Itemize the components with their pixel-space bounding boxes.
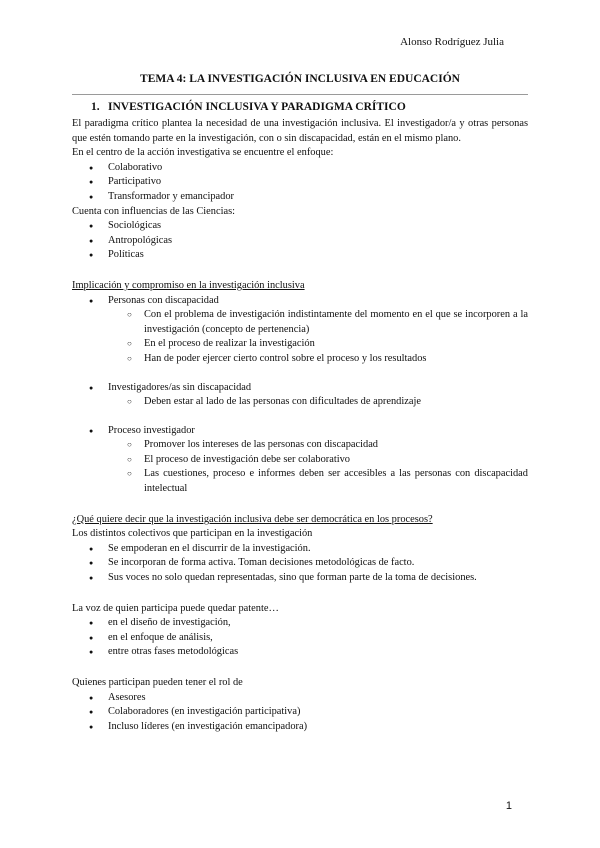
roles-list <box>72 691 528 735</box>
democratic-question: ¿Qué quiere decir que la investigación inclusiva debe ser democrática en los procesos? <box>72 513 433 525</box>
list-item: ● Sociológicas <box>72 219 528 234</box>
list-item: ● Se incorporan de forma activa. Toman decisiones metodológicas de facto. <box>72 556 528 571</box>
influences-list <box>72 219 528 263</box>
list-item: ● Antropológicas <box>72 234 528 249</box>
document-title: TEMA 4: LA INVESTIGACIÓN INCLUSIVA EN EDUCACIÓN <box>140 73 460 85</box>
democratic-lead: Los distintos colectivos que participan en la investigación <box>72 528 313 540</box>
section-heading <box>91 100 528 115</box>
list-item: ● Transformador y emancipador <box>72 190 528 205</box>
implication-sublist <box>72 395 528 410</box>
list-item: ○ El proceso de investigación debe ser colaborativo <box>72 453 528 468</box>
implication-sublist <box>72 308 528 366</box>
list-item: ● Políticas <box>72 248 528 263</box>
implication-group <box>72 424 528 439</box>
list-item: ○ Promover los intereses de las personas con discapacidad <box>72 438 528 453</box>
list-item: ● Se empoderan en el discurrir de la investigación. <box>72 542 528 557</box>
implication-group <box>72 294 528 309</box>
list-item: ○ Las cuestiones, proceso e informes deben ser accesibles a las personas con discapacidad intelectual <box>72 467 528 496</box>
list-item: ● en el enfoque de análisis, <box>72 631 528 646</box>
influences-lead: Cuenta con influencias de las Ciencias: <box>72 205 236 217</box>
implication-list <box>72 381 528 396</box>
list-item: ○ Con el problema de investigación indistintamente del momento en el que se incorporen a la investigación (concepto de pertenencia) <box>72 308 528 337</box>
list-item: ● Sus voces no solo quedan representadas, sino que forman parte de la toma de decisiones. <box>72 571 528 586</box>
list-item: ● Incluso líderes (en investigación emancipadora) <box>72 720 528 735</box>
democratic-list <box>72 542 528 586</box>
group-label: Personas con discapacidad <box>108 294 219 306</box>
roles-lead: Quienes participan pueden tener el rol de <box>72 677 243 688</box>
document-body <box>72 100 528 734</box>
implication-sublist <box>72 438 528 496</box>
implication-group <box>72 381 528 396</box>
implication-list <box>72 294 528 309</box>
list-item: ○ En el proceso de realizar la investigación <box>72 337 528 352</box>
section-title: INVESTIGACIÓN INCLUSIVA Y PARADIGMA CRÍTICO <box>108 101 406 113</box>
list-item: ● Colaboradores (en investigación participativa) <box>72 705 528 720</box>
group-label: Investigadores/as sin discapacidad <box>108 381 252 393</box>
section-number: 1. <box>91 101 100 113</box>
list-item: ● Asesores <box>72 691 528 706</box>
list-item: ● en el diseño de investigación, <box>72 616 528 631</box>
title-divider <box>72 94 528 95</box>
implication-heading: Implicación y compromiso en la investigación inclusiva <box>72 279 305 291</box>
voice-list <box>72 616 528 660</box>
voice-lead: La voz de quien participa puede quedar patente… <box>72 602 279 614</box>
author-name: Alonso Rodríguez Julia <box>400 36 504 48</box>
page-number: 1 <box>505 800 512 812</box>
group-label: Proceso investigador <box>108 424 195 436</box>
intro-paragraph: El paradigma crítico plantea la necesidad de una investigación inclusiva. El investigador/a y otras personas que estén tomando parte en la investigación, con o sin discapacidad, están en el mismo plano. <box>72 118 528 144</box>
focus-list <box>72 161 528 205</box>
list-item: ○ Han de poder ejercer cierto control sobre el proceso y los resultados <box>72 352 528 367</box>
list-item: ○ Deben estar al lado de las personas con dificultades de aprendizaje <box>72 395 528 410</box>
list-item: ● Participativo <box>72 175 528 190</box>
list-item: ● entre otras fases metodológicas <box>72 645 528 660</box>
implication-list <box>72 424 528 439</box>
list-item: ● Colaborativo <box>72 161 528 176</box>
focus-lead: En el centro de la acción investigativa se encuentre el enfoque: <box>72 147 334 159</box>
